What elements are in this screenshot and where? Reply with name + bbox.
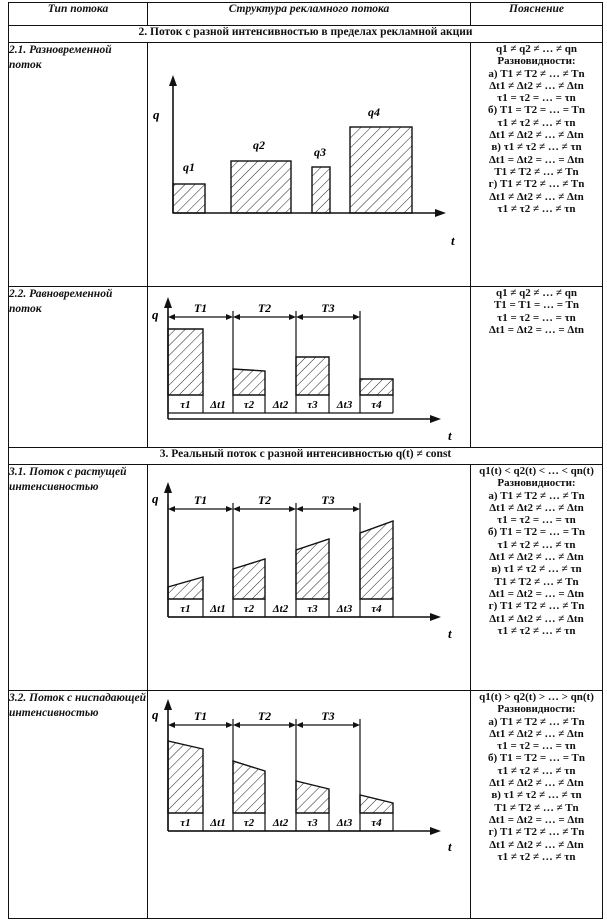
- explanation-line: б) T1 = T2 = … = Tn: [488, 104, 585, 117]
- header-structure: Структура рекламного потока: [148, 3, 471, 26]
- row-2-1: [9, 43, 603, 287]
- period-arrow-icon: [168, 722, 175, 728]
- period-arrow-icon: [233, 722, 240, 728]
- explanation-line: q1 ≠ q2 ≠ … ≠ qn: [495, 287, 578, 299]
- table-header-row: [9, 3, 603, 26]
- period-label: T3: [321, 301, 335, 315]
- cell-label: τ1: [180, 817, 191, 829]
- row-3-1: [9, 465, 603, 691]
- t-axis-arrow-icon: [435, 209, 446, 217]
- period-arrow-icon: [168, 314, 175, 320]
- explanation-line: г) T1 ≠ T2 ≠ … ≠ Tn: [488, 178, 585, 191]
- cell-label: τ4: [371, 399, 382, 411]
- period-arrow-icon: [353, 314, 360, 320]
- row-2-2-explanation: [471, 287, 603, 448]
- row-3-2-explanation: [471, 691, 603, 919]
- explanation-line: τ1 ≠ τ2 ≠ … ≠ τn: [497, 624, 576, 637]
- diagram-2-2-svg: [148, 287, 471, 447]
- axis-q-label: q: [152, 707, 159, 722]
- period-arrow-icon: [226, 506, 233, 512]
- explanation-line: б) T1 = T2 = … = Tn: [488, 526, 585, 539]
- emission-block: [168, 577, 203, 599]
- period-label: T2: [257, 301, 272, 315]
- explanation-line: Δt1 = Δt2 = … = Δtn: [488, 587, 585, 600]
- cell-label: τ3: [307, 817, 318, 829]
- cell-label: τ2: [243, 603, 255, 615]
- section-2-title: 2. Поток с разной интенсивностью в пределах рекламной акции: [9, 26, 603, 43]
- bar-q4: [350, 127, 412, 213]
- explanation-line: а) T1 ≠ T2 ≠ … ≠ Tn: [488, 67, 585, 80]
- cell-label: τ3: [307, 399, 318, 411]
- axis-t-label: t: [451, 233, 455, 248]
- explanation-line: Δt1 = Δt2 = … = Δtn: [488, 323, 585, 336]
- bar-q3: [312, 167, 330, 213]
- emission-block: [233, 369, 265, 395]
- explanation-line: а) T1 ≠ T2 ≠ … ≠ Tn: [488, 489, 585, 502]
- explanation-line: Δt1 ≠ Δt2 ≠ … ≠ Δtn: [489, 190, 584, 203]
- emission-block: [360, 379, 393, 395]
- bar-label-q3: q3: [314, 145, 326, 159]
- axis-t-label: t: [448, 428, 452, 443]
- diagram-3-2-svg: [148, 691, 471, 918]
- row-2-2-type: 2.2. Равновременной поток: [9, 287, 148, 448]
- cell-label: Δt1: [210, 399, 226, 411]
- period-arrow-icon: [296, 314, 303, 320]
- t-axis-arrow-icon: [430, 827, 441, 835]
- emission-block: [296, 781, 329, 813]
- axis-t-label: t: [448, 626, 452, 641]
- q-axis-arrow-icon: [164, 699, 172, 710]
- cell-label: Δt3: [336, 817, 353, 829]
- explanation-line: T1 ≠ T2 ≠ … ≠ Tn: [494, 165, 579, 178]
- cell-label: Δt1: [210, 817, 226, 829]
- period-label: T1: [193, 493, 208, 507]
- explanation-line: Δt1 ≠ Δt2 ≠ … ≠ Δtn: [489, 551, 584, 564]
- period-arrow-icon: [233, 506, 240, 512]
- cell-label: τ2: [243, 817, 255, 829]
- explanation-line: Δt1 ≠ Δt2 ≠ … ≠ Δtn: [489, 838, 584, 851]
- explanation-line: τ1 = τ2 = … = τn: [497, 740, 576, 753]
- cell-label: Δt3: [336, 603, 353, 615]
- explanation-line: q1 ≠ q2 ≠ … ≠ qn: [495, 43, 578, 55]
- t-axis-arrow-icon: [430, 613, 441, 621]
- period-arrow-icon: [353, 506, 360, 512]
- t-axis-arrow-icon: [430, 415, 441, 423]
- period-arrow-icon: [296, 506, 303, 512]
- period-arrow-icon: [233, 314, 240, 320]
- period-label: T2: [257, 493, 272, 507]
- row-3-2-diagram: [148, 691, 471, 919]
- emission-block: [233, 559, 265, 599]
- row-2-1-explanation: [471, 43, 603, 287]
- header-type: Тип потока: [9, 3, 148, 26]
- explanation-line: τ1 ≠ τ2 ≠ … ≠ τn: [497, 538, 576, 551]
- period-label: T3: [321, 709, 335, 723]
- row-3-1-type: 3.1. Поток с растущей интенсивностью: [9, 465, 148, 691]
- period-arrow-icon: [289, 314, 296, 320]
- cell-label: Δt1: [210, 603, 226, 615]
- explanation-line: Δt1 ≠ Δt2 ≠ … ≠ Δtn: [489, 79, 584, 92]
- axis-q-label: q: [152, 307, 159, 322]
- row-2-1-diagram: [148, 43, 471, 287]
- period-arrow-icon: [226, 314, 233, 320]
- explanation-line: в) τ1 ≠ τ2 ≠ … ≠ τn: [491, 141, 582, 154]
- explanation-line: а) T1 ≠ T2 ≠ … ≠ Tn: [488, 715, 585, 728]
- period-arrow-icon: [296, 722, 303, 728]
- explanation-line: Разновидности:: [497, 477, 576, 490]
- explanation-line: τ1 ≠ τ2 ≠ … ≠ τn: [497, 202, 576, 215]
- explanation-line: τ1 ≠ τ2 ≠ … ≠ τn: [497, 850, 576, 863]
- section-row-3: [9, 448, 603, 465]
- cell-label: Δt2: [272, 603, 289, 615]
- bar-label-q2: q2: [253, 138, 265, 152]
- explanation-line: Δt1 ≠ Δt2 ≠ … ≠ Δtn: [489, 129, 584, 142]
- axis-t-label: t: [448, 839, 452, 854]
- cell-label: τ4: [371, 603, 382, 615]
- row-3-2-type: 3.2. Поток с ниспадающей интенсивностью: [9, 691, 148, 919]
- diagram-3-1-svg: [148, 465, 471, 690]
- row-3-2: [9, 691, 603, 919]
- section-row-2: [9, 26, 603, 43]
- explanation-line: Разновидности:: [497, 703, 576, 716]
- explanation-line: T1 ≠ T2 ≠ … ≠ Tn: [494, 801, 579, 814]
- bar-q2: [231, 161, 291, 213]
- q-axis-arrow-icon: [169, 75, 177, 86]
- explanation-line: в) τ1 ≠ τ2 ≠ … ≠ τn: [491, 789, 582, 802]
- row-2-2: [9, 287, 603, 448]
- explanation-line: г) T1 ≠ T2 ≠ … ≠ Tn: [488, 600, 585, 613]
- cell-label: τ2: [243, 399, 255, 411]
- explanation-line: Δt1 ≠ Δt2 ≠ … ≠ Δtn: [489, 777, 584, 790]
- explanation-line: Разновидности:: [497, 55, 576, 68]
- period-label: T1: [193, 709, 208, 723]
- explanation-line: Δt1 ≠ Δt2 ≠ … ≠ Δtn: [489, 612, 584, 625]
- bar-label-q4: q4: [368, 105, 380, 119]
- explanation-line: Δt1 ≠ Δt2 ≠ … ≠ Δtn: [489, 727, 584, 740]
- explanation-line: в) τ1 ≠ τ2 ≠ … ≠ τn: [491, 563, 582, 576]
- cell-label: τ1: [180, 399, 191, 411]
- cell-label: τ4: [371, 817, 382, 829]
- emission-block: [296, 357, 329, 395]
- explanation-line: Δt1 = Δt2 = … = Δtn: [488, 153, 585, 166]
- period-label: T1: [193, 301, 208, 315]
- emission-block: [360, 795, 393, 813]
- explanation-line: Δt1 = Δt2 = … = Δtn: [488, 813, 585, 826]
- period-arrow-icon: [289, 722, 296, 728]
- period-arrow-icon: [226, 722, 233, 728]
- explanation-line: τ1 ≠ τ2 ≠ … ≠ τn: [497, 116, 576, 129]
- emission-block: [168, 741, 203, 813]
- row-2-1-type: 2.1. Разновременной поток: [9, 43, 148, 287]
- emission-block: [296, 539, 329, 599]
- period-label: T2: [257, 709, 272, 723]
- cell-label: τ3: [307, 603, 318, 615]
- bar-label-q1: q1: [183, 160, 195, 174]
- emission-block: [168, 329, 203, 395]
- flow-types-table: [8, 2, 603, 919]
- section-3-title: 3. Реальный поток с разной интенсивностью q(t) ≠ const: [9, 448, 603, 465]
- explanation-line: τ1 = τ2 = … = τn: [497, 514, 576, 527]
- explanation-line: τ1 ≠ τ2 ≠ … ≠ τn: [497, 764, 576, 777]
- period-arrow-icon: [168, 506, 175, 512]
- cell-label: τ1: [180, 603, 191, 615]
- diagram-2-1-svg: [148, 43, 471, 286]
- period-label: T3: [321, 493, 335, 507]
- cell-label: Δt3: [336, 399, 353, 411]
- explanation-line: T1 ≠ T2 ≠ … ≠ Tn: [494, 575, 579, 588]
- row-2-2-diagram: [148, 287, 471, 448]
- row-3-1-explanation: [471, 465, 603, 691]
- period-arrow-icon: [289, 506, 296, 512]
- q-axis-arrow-icon: [164, 482, 172, 493]
- explanation-line: Δt1 ≠ Δt2 ≠ … ≠ Δtn: [489, 501, 584, 514]
- q-axis-arrow-icon: [164, 297, 172, 308]
- explanation-line: б) T1 = T2 = … = Tn: [488, 752, 585, 765]
- explanation-line: τ1 = τ2 = … = τn: [497, 311, 576, 324]
- cell-label: Δt2: [272, 817, 289, 829]
- header-explanation: Пояснение: [471, 3, 603, 26]
- cell-label: Δt2: [272, 399, 289, 411]
- axis-q-label: q: [152, 491, 159, 506]
- explanation-line: q1(t) < q2(t) < … < qn(t): [479, 465, 594, 477]
- explanation-line: г) T1 ≠ T2 ≠ … ≠ Tn: [488, 826, 585, 839]
- emission-block: [233, 761, 265, 813]
- row-3-1-diagram: [148, 465, 471, 691]
- emission-block: [360, 521, 393, 599]
- explanation-line: q1(t) > q2(t) > … > qn(t): [479, 691, 594, 703]
- axis-q-label: q: [153, 107, 160, 122]
- explanation-line: τ1 = τ2 = … = τn: [497, 92, 576, 105]
- explanation-line: T1 = T1 = … = Tn: [493, 299, 580, 312]
- period-arrow-icon: [353, 722, 360, 728]
- bar-q1: [173, 184, 205, 213]
